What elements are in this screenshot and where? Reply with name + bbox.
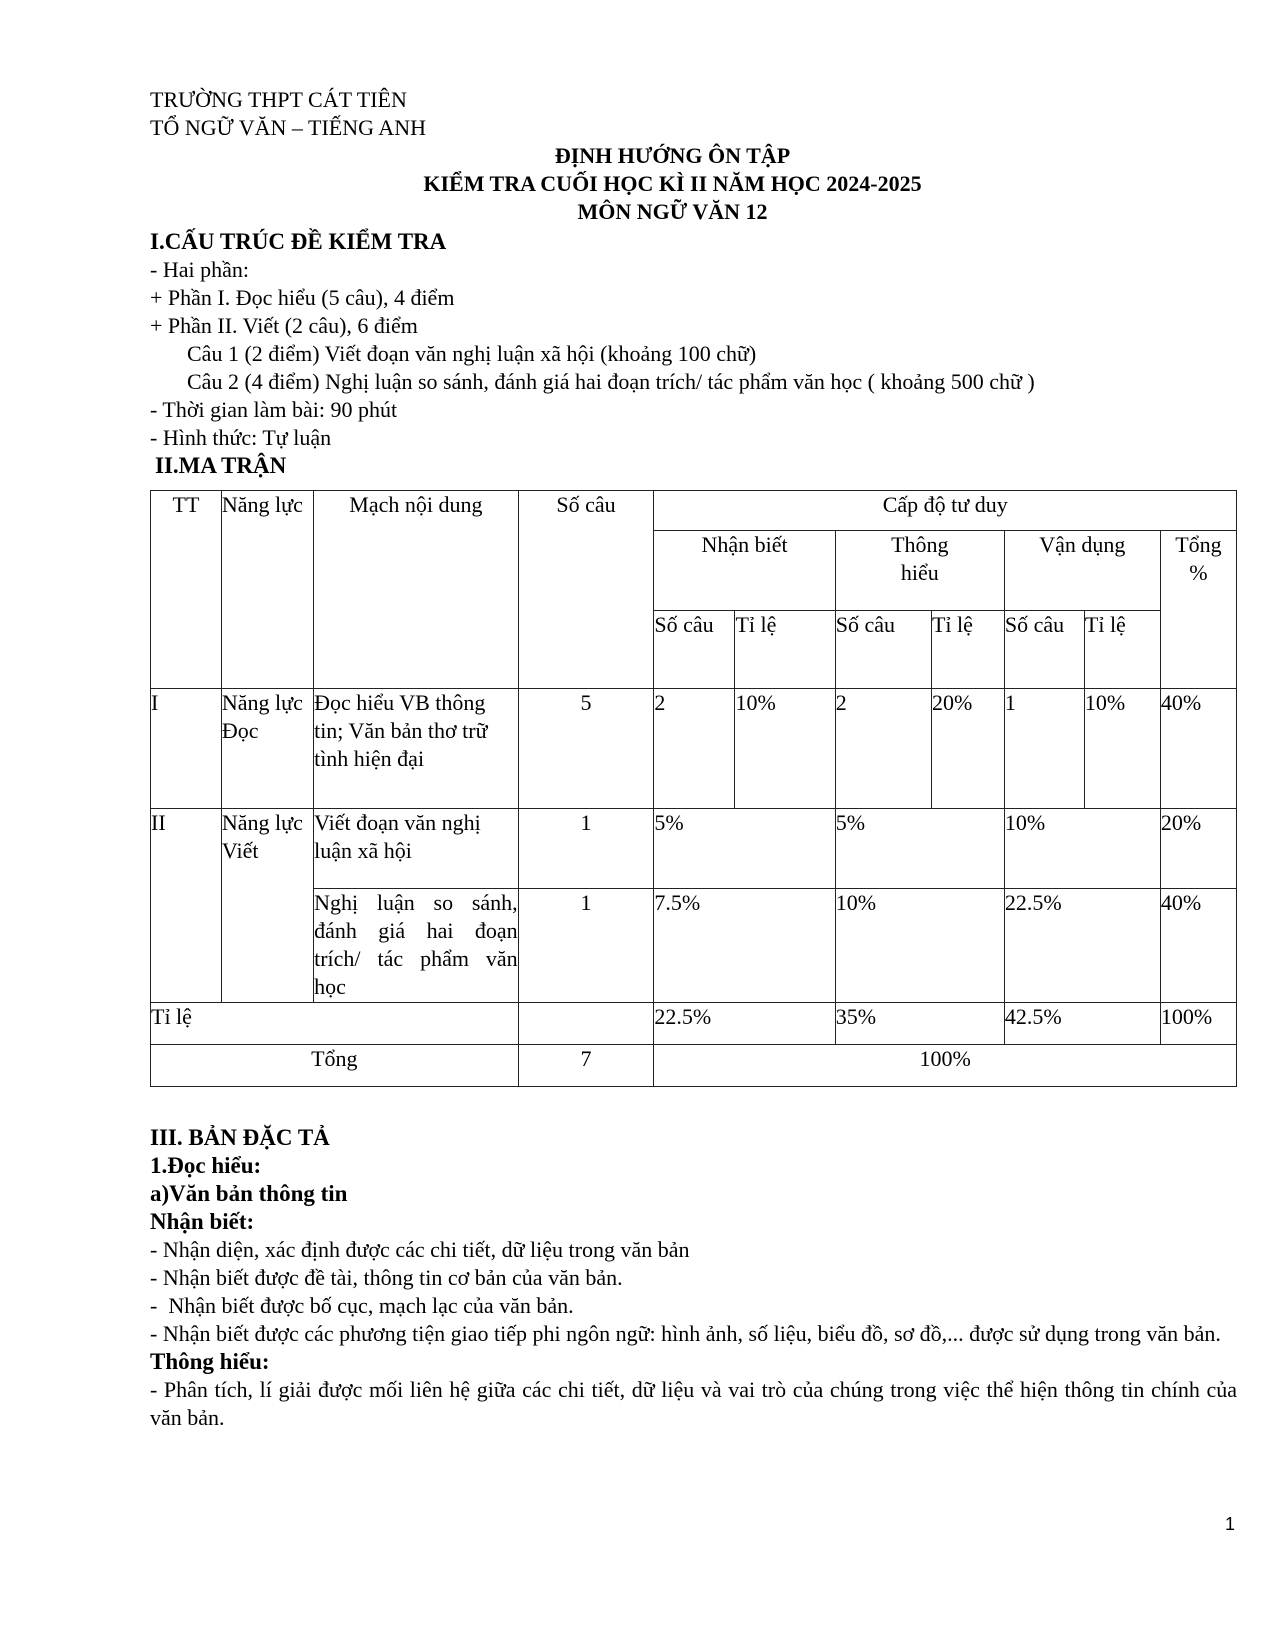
structure-line: + Phần II. Viết (2 câu), 6 điểm — [150, 313, 418, 338]
cell-so-cau: 7 — [518, 1045, 654, 1087]
cell-vd-ti-le: 10% — [1084, 689, 1160, 809]
cell-mach-noi-dung: Đọc hiểu VB thông tin; Văn bản thơ trữ tình hiện đại — [314, 689, 519, 809]
header-cap-do-tu-duy: Cấp độ tư duy — [654, 491, 1237, 531]
header-nang-luc: Năng lực — [221, 491, 313, 689]
doc-title-1: ĐỊNH HƯỚNG ÔN TẬP — [554, 143, 791, 168]
subsection-heading: a)Văn bản thông tin — [150, 1181, 348, 1206]
header-so-cau-th: Số câu — [835, 611, 931, 689]
header-so-cau: Số câu — [518, 491, 654, 689]
section-1-heading: I.CẤU TRÚC ĐỀ KIỂM TRA — [150, 229, 447, 254]
header-thong-hieu: Thông hiểu — [835, 531, 1004, 611]
header-ti-le-th: Tỉ lệ — [931, 611, 1004, 689]
structure-line: - Hai phần: — [150, 257, 249, 282]
structure-subline: Câu 2 (4 điểm) Nghị luận so sánh, đánh giá hai đoạn trích/ tác phẩm văn học ( khoảng 500 chữ ) — [187, 369, 1035, 394]
matrix-table — [150, 490, 1237, 1087]
cell-tong-total: 100% — [654, 1045, 1237, 1087]
cell-vd: 10% — [1004, 809, 1160, 889]
header-nhan-biet: Nhận biết — [654, 531, 835, 611]
header-tt: TT — [151, 491, 222, 689]
section-2-heading: II.MA TRẬN — [155, 453, 287, 478]
cell-tong: 100% — [1160, 1003, 1236, 1045]
cell-vd: 22.5% — [1004, 889, 1160, 1003]
structure-subline: Câu 1 (2 điểm) Viết đoạn văn nghị luận xã hội (khoảng 100 chữ) — [187, 341, 757, 366]
exam-time: - Thời gian làm bài: 90 phút — [150, 397, 398, 422]
header-ti-le-nb: Tỉ lệ — [735, 611, 835, 689]
cell-tt: II — [151, 809, 222, 1003]
header-van-dung: Vận dụng — [1004, 531, 1160, 611]
specification-section — [150, 1124, 1237, 1432]
spec-line: - Nhận biết được các phương tiện giao tiếp phi ngôn ngữ: hình ảnh, số liệu, biểu đồ, sơ đồ,... được sử dụng trong văn bản. — [150, 1321, 1221, 1346]
page-number: 1 — [1224, 1514, 1235, 1534]
cell-mach-noi-dung: Viết đoạn văn nghị luận xã hội — [314, 809, 519, 889]
header-so-cau-vd: Số câu — [1004, 611, 1084, 689]
spec-line: - Nhận biết được bố cục, mạch lạc của văn bản. — [150, 1293, 574, 1318]
cell-tong: 40% — [1160, 689, 1236, 809]
thong-hieu-heading: Thông hiểu: — [150, 1349, 270, 1374]
cell-vd-so-cau: 1 — [1004, 689, 1084, 809]
cell-vd: 42.5% — [1004, 1003, 1160, 1045]
header-ti-le-vd: Tỉ lệ — [1084, 611, 1160, 689]
cell-empty — [518, 1003, 654, 1045]
table-row — [151, 1045, 1237, 1087]
cell-tt: I — [151, 689, 222, 809]
table-row — [151, 689, 1237, 809]
cell-so-cau: 1 — [518, 809, 654, 889]
header-so-cau-nb: Số câu — [654, 611, 735, 689]
cell-so-cau: 1 — [518, 889, 654, 1003]
cell-th-ti-le: 20% — [931, 689, 1004, 809]
cell-nb: 7.5% — [654, 889, 835, 1003]
school-name: TRƯỜNG THPT CÁT TIÊN — [150, 87, 407, 112]
cell-nb-ti-le: 10% — [735, 689, 835, 809]
cell-th: 35% — [835, 1003, 1004, 1045]
cell-tong: 40% — [1160, 889, 1236, 1003]
cell-nb: 5% — [654, 809, 835, 889]
cell-nang-luc: Năng lực Đọc — [221, 689, 313, 809]
section-3-heading: III. BẢN ĐẶC TẢ — [150, 1125, 330, 1150]
table-row — [151, 809, 1237, 889]
cell-th: 5% — [835, 809, 1004, 889]
header-tong-percent: Tổng % — [1160, 531, 1236, 689]
cell-th-so-cau: 2 — [835, 689, 931, 809]
doc-title-2: KIỂM TRA CUỐI HỌC KÌ II NĂM HỌC 2024-2025 — [423, 171, 922, 196]
cell-nang-luc: Năng lực Viết — [221, 809, 313, 1003]
document-header — [150, 86, 1235, 480]
structure-line: + Phần I. Đọc hiểu (5 câu), 4 điểm — [150, 285, 455, 310]
doc-title-3: MÔN NGỮ VĂN 12 — [577, 199, 768, 224]
cell-mach-noi-dung: Nghị luận so sánh, đánh giá hai đoạn trích/ tác phẩm văn học — [314, 889, 519, 1003]
cell-nb: 22.5% — [654, 1003, 835, 1045]
cell-nb-so-cau: 2 — [654, 689, 735, 809]
cell-th: 10% — [835, 889, 1004, 1003]
exam-form: - Hình thức: Tự luận — [150, 425, 332, 450]
header-mach-noi-dung: Mạch nội dung — [314, 491, 519, 689]
department-name: TỔ NGỮ VĂN – TIẾNG ANH — [150, 115, 426, 140]
nhan-biet-heading: Nhận biết: — [150, 1209, 255, 1234]
cell-tong: 20% — [1160, 809, 1236, 889]
table-row — [151, 889, 1237, 1003]
spec-line: - Phân tích, lí giải được mối liên hệ giữa các chi tiết, dữ liệu và vai trò của chúng trong việc thể hiện thông tin chính của văn bản. — [150, 1377, 1237, 1430]
cell-ti-le-label: Tỉ lệ — [151, 1003, 519, 1045]
cell-tong-label: Tổng — [151, 1045, 519, 1087]
table-row — [151, 1003, 1237, 1045]
spec-line: - Nhận biết được đề tài, thông tin cơ bản của văn bản. — [150, 1265, 623, 1290]
subsection-heading: 1.Đọc hiểu: — [150, 1153, 262, 1178]
cell-so-cau: 5 — [518, 689, 654, 809]
spec-line: - Nhận diện, xác định được các chi tiết, dữ liệu trong văn bản — [150, 1237, 690, 1262]
